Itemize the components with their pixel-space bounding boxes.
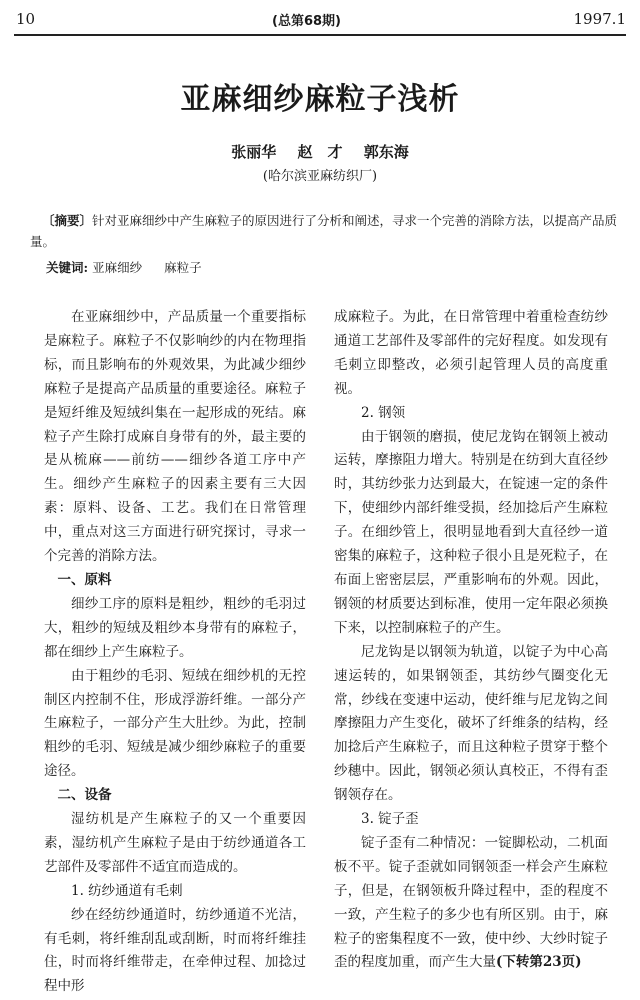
body-text: 锭子歪有二种情况：一锭脚松动，二机面板不平。锭子歪就如同钢领歪一样会产生麻粒子，但是，在钢领板升降过程中，歪的程度不一致，产生粒子的多少也有所区别。由于，麻粒子的密集程度不一致，使中纱、大纱时锭子歪的程度加重，而产生大量: [334, 834, 608, 971]
author-list: [0, 141, 640, 162]
article-title: 亚麻细纱麻粒子浅析: [180, 82, 460, 117]
subsection-heading: 2. 钢领: [361, 404, 406, 421]
abstract-text: 针对亚麻细纱中产生麻粒子的原因进行了分析和阐述，寻求一个完善的消除方法，以提高产品质量。: [30, 213, 618, 249]
continued-note: (下转第23页): [496, 954, 582, 971]
section-heading: 二、设备: [57, 787, 112, 804]
affiliation: (哈尔滨亚麻纺织厂): [262, 169, 378, 184]
author-name: 张丽华: [231, 143, 277, 161]
section-heading: 一、原料: [57, 571, 112, 588]
page-number: 10: [16, 10, 36, 28]
abstract-label: 〔摘要〕: [42, 213, 93, 228]
subsection-heading: 3. 锭子歪: [361, 811, 419, 828]
running-header: [16, 10, 626, 32]
body-paragraph: 纱在经纺纱通道时，纺纱通道不光洁，有毛刺，将纤维刮乱或刮断，时而将纤维挂住，时而将纤维带走，在牵伸过程、加捻过程中形: [44, 906, 306, 995]
subsection-heading: 1. 纺纱通道有毛刺: [71, 882, 183, 899]
body-paragraph: 由于钢领的磨损，使尼龙钩在钢领上被动运转，摩擦阻力增大。特别是在纺到大直径纱时，其纺纱张力达到最大，在锭速一定的条件下，使细纱内部纤维受损，经加捻后产生麻粒子。在细纱管上，很明显地看到大直径纱一道密集的麻粒子，这种粒子很小且是死粒子，在布面上密密层层，严重影响布的外观。因此，钢领的材质要达到标准，使用一定年限必须换下来，以控制麻粒子的产生。: [334, 428, 608, 636]
abstract: [30, 210, 622, 252]
keywords-label: 关键词:: [46, 260, 89, 275]
author-name: 郭东海: [363, 143, 409, 161]
author-name: 赵 才: [297, 143, 343, 161]
left-column: [44, 306, 306, 999]
body-paragraph: 湿纺机是产生麻粒子的又一个重要因素，湿纺机产生麻粒子是由于纺纱通道各工艺部件及零部件不适宜而造成的。: [44, 811, 306, 875]
header-rule: [14, 34, 626, 36]
keyword: 亚麻细纱: [92, 260, 143, 275]
keyword: 麻粒子: [164, 260, 202, 275]
right-column: [334, 306, 608, 975]
continued-paragraph: 成麻粒子。为此，在日常管理中着重检查纺纱通道工艺部件及零部件的完好程度。如发现有毛刺立即整改，必须引起管理人员的高度重视。: [334, 309, 608, 397]
body-paragraph: 细纱工序的原料是粗纱，粗纱的毛羽过大，粗纱的短绒及粗纱本身带有的麻粒子，都在细纱上产生麻粒子。: [44, 595, 306, 660]
keywords: [46, 258, 220, 276]
issue-number: (总第68期): [272, 14, 341, 29]
intro-paragraph: 在亚麻细纱中，产品质量一个重要指标是麻粒子。麻粒子不仅影响纱的内在物理指标，而且影响布的外观效果，为此减少细纱麻粒子是提高产品质量的重要途径。麻粒子是短纤维及短绒纠集在一起形成的死结。麻粒子产生除打成麻自身带有的外，最主要的是从梳麻——前纺——细纱各道工序中产生。细纱产生麻粒子的因素主要有三大因素：原料、设备、工艺。我们在日常管理中，重点对这三方面进行研究探讨，寻求一个完善的消除方法。: [44, 309, 306, 565]
publication-date: 1997.1: [573, 10, 626, 28]
body-paragraph: [334, 832, 608, 975]
body-paragraph: 由于粗纱的毛羽、短绒在细纱机的无控制区内控制不住，形成浮游纤维。一部分产生麻粒子，一部分产生大肚纱。为此，控制粗纱的毛羽、短绒是减少细纱麻粒子的重要途径。: [44, 667, 306, 780]
body-paragraph: 尼龙钩是以钢领为轨道，以锭子为中心高速运转的，如果钢领歪，其纺纱气圈变化无常，纱线在变速中运动，使纤维与尼龙钩之间摩擦阻力产生变化，破坏了纤维条的结构，经加捻后产生麻粒子，而且这种粒子贯穿于整个纱穗中。因此，钢领必须认真校正，不得有歪钢领存在。: [334, 643, 608, 804]
